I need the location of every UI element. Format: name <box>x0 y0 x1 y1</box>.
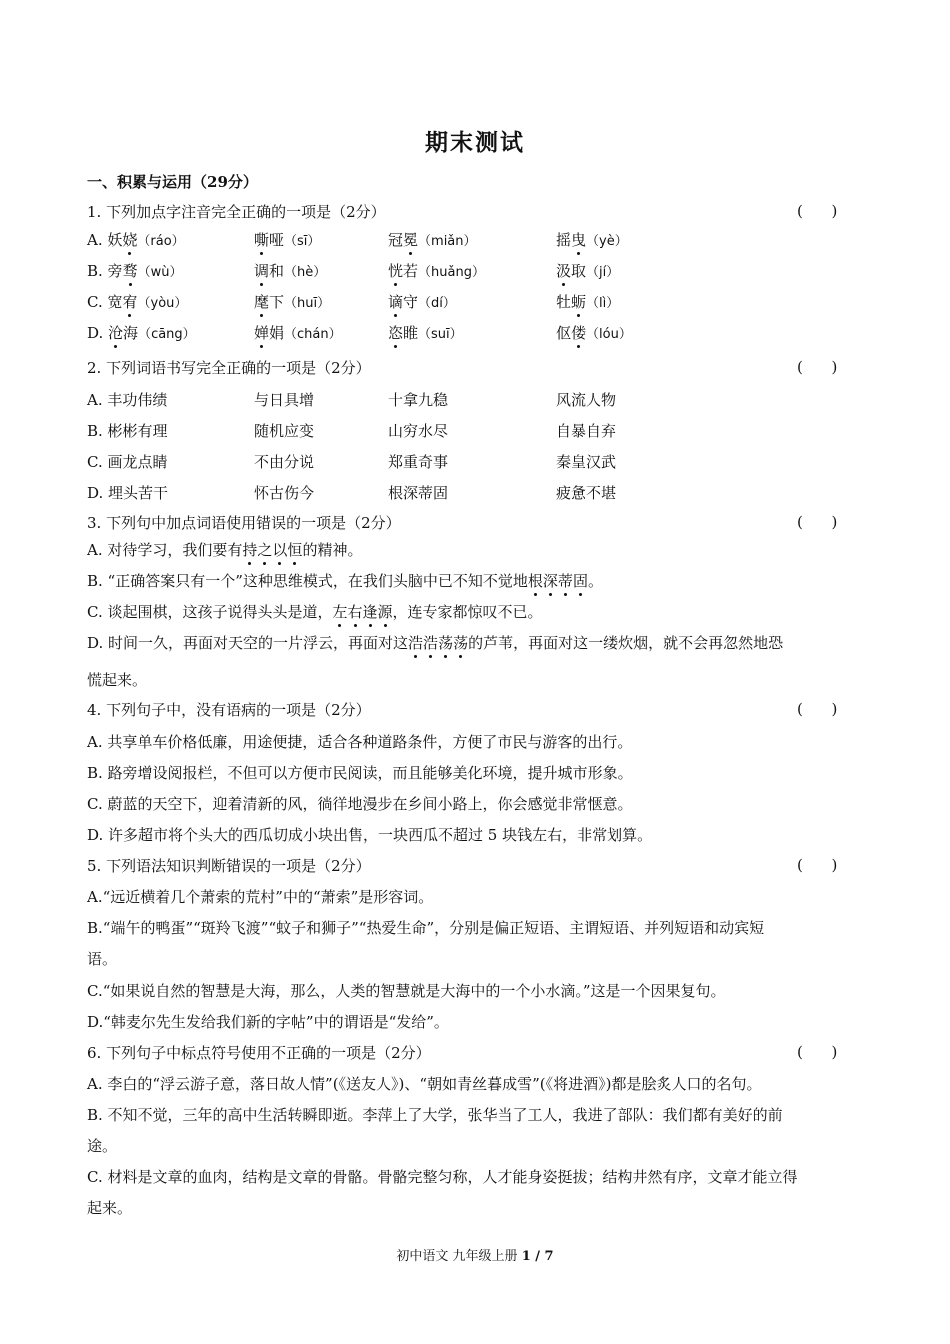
word-text: 伛 <box>556 324 572 342</box>
option-text: 的精神。 <box>302 541 363 559</box>
question-4-option-c: C. 蔚蓝的天空下，迎着清新的风，徜徉地漫步在乡间小路上，你会感觉非常惬意。 <box>87 795 633 813</box>
word-text: 娟 <box>269 324 285 342</box>
option-text: 。 <box>587 572 603 590</box>
q2-option-0-2: 十拿九稳 <box>388 391 449 409</box>
dotted-char: 蛎 <box>571 293 587 311</box>
dotted-char: 偻 <box>571 324 587 342</box>
q1-option-1-1 <box>254 260 326 281</box>
pinyin: （jí） <box>586 265 620 280</box>
word-text: 下 <box>269 293 285 311</box>
pinyin: （chán） <box>284 327 342 342</box>
answer-blank: ( ) <box>797 202 838 220</box>
q1-option-3-3 <box>556 322 632 343</box>
answer-blank: ( ) <box>797 513 838 531</box>
question-5-option-b: B.“端午的鸭蛋”“斑羚飞渡”“蚊子和狮子”“热爱生命”，分别是偏正短语、主谓短语、并列短语和动宾短 <box>87 919 765 937</box>
q2-option-1-3: 自暴自弃 <box>556 422 617 440</box>
dotted-char: 调 <box>254 262 270 280</box>
dotted-char: 恣 <box>388 324 404 342</box>
word-text: 海 <box>123 324 139 342</box>
dotted-char: 恍 <box>388 262 404 280</box>
q1-option-3-1 <box>254 322 342 343</box>
q1-option-1-3 <box>556 260 619 281</box>
option-text: 的芦苇，再面对这一缕炊烟，就不会再忽然地恐 <box>468 634 784 652</box>
q2-option-0-0: A. 丰功伟绩 <box>87 391 168 409</box>
word-text: 若 <box>403 262 419 280</box>
dotted-word: 持之以恒 <box>242 541 303 559</box>
page-number: 1 / 7 <box>521 1249 554 1264</box>
q2-option-2-1: 不由分说 <box>254 453 315 471</box>
dotted-char: 汲 <box>556 262 572 280</box>
question-3-stem: 3. 下列句中加点词语使用错误的一项是（2分） <box>87 514 401 532</box>
question-4-option-d: D. 许多超市将个头大的西瓜切成小块出售，一块西瓜不超过 5 块钱左右，非常划算。 <box>87 826 653 844</box>
answer-blank: ( ) <box>797 1043 838 1061</box>
question-5-stem: 5. 下列语法知识判断错误的一项是（2分） <box>87 857 371 875</box>
q2-option-1-0: B. 彬彬有理 <box>87 422 168 440</box>
question-4-option-b: B. 路旁增设阅报栏，不但可以方便市民阅读，而且能够美化环境，提升城市形象。 <box>87 764 633 782</box>
question-6-option-a: A. 李白的“浮云游子意，落日故人情”(《送友人》)、“朝如青丝暮成雪”(《将进酒》)都是脍炙人口的名句。 <box>87 1075 762 1093</box>
question-5-option-c: C.“如果说自然的智慧是大海，那么，人类的智慧就是大海中的一个小水滴。”这是一个因果复句。 <box>87 982 726 1000</box>
question-3-option-b <box>87 571 867 591</box>
pinyin: （hè） <box>284 265 327 280</box>
dotted-word: 左右逢源 <box>332 603 393 621</box>
q2-option-3-0: D. 埋头苦干 <box>87 484 169 502</box>
word-text: A. 妖 <box>87 231 123 249</box>
option-text: A. 对待学习，我们要有 <box>87 541 243 559</box>
answer-blank: ( ) <box>797 856 838 874</box>
q2-option-3-2: 根深蒂固 <box>388 484 449 502</box>
pinyin: （huī） <box>284 296 331 311</box>
question-3-option-d-cont: 慌起来。 <box>87 671 148 689</box>
q2-option-1-1: 随机应变 <box>254 422 315 440</box>
dotted-word: 浩浩荡荡 <box>408 634 469 652</box>
word-text: 冠 <box>388 231 404 249</box>
q1-option-0-3 <box>556 229 628 250</box>
answer-blank: ( ) <box>797 358 838 376</box>
question-6-stem: 6. 下列句子中标点符号使用不正确的一项是（2分） <box>87 1044 431 1062</box>
dotted-char: 麾 <box>254 293 270 311</box>
question-3-option-a <box>87 540 867 560</box>
question-2-stem: 2. 下列词语书写完全正确的一项是（2分） <box>87 359 371 377</box>
q1-option-1-2 <box>388 260 485 281</box>
pinyin: （ráo） <box>137 234 185 249</box>
section-heading: 一、积累与运用（29分） <box>87 173 258 191</box>
question-3-option-d <box>87 633 867 653</box>
option-text: B. “正确答案只有一个”这种思维模式，在我们头脑中已不知不觉地 <box>87 572 528 590</box>
dotted-char: 曳 <box>571 231 587 249</box>
pinyin: （lì） <box>586 296 620 311</box>
pinyin: （suī） <box>418 327 463 342</box>
q1-option-0-2 <box>388 229 477 250</box>
dotted-char: 娆 <box>122 231 138 249</box>
dotted-char: 冕 <box>403 231 419 249</box>
question-5-option-b-cont: 语。 <box>87 950 118 968</box>
pinyin: （wù） <box>137 265 183 280</box>
question-6-option-b: B. 不知不觉，三年的高中生活转瞬即逝。李萍上了大学，张华当了工人，我进了部队：我们都有美好的前 <box>87 1106 783 1124</box>
question-6-option-c: C. 材料是文章的血肉，结构是文章的骨骼。骨骼完整匀称，人才能身姿挺拔；结构井然有序，文章才能立得 <box>87 1168 798 1186</box>
dotted-char: 谪 <box>388 293 404 311</box>
footer-subject: 初中语文 九年级上册 <box>396 1249 522 1264</box>
dotted-char: 嘶 <box>254 231 270 249</box>
q2-option-3-1: 怀古伤今 <box>254 484 315 502</box>
word-text: 守 <box>403 293 419 311</box>
question-3-option-c <box>87 602 867 622</box>
question-1-stem: 1. 下列加点字注音完全正确的一项是（2分） <box>87 203 386 221</box>
question-5-option-a: A.“远近横着几个萧索的荒村”中的“萧索”是形容词。 <box>87 888 434 906</box>
dotted-char: 婵 <box>254 324 270 342</box>
dotted-char: 宥 <box>122 293 138 311</box>
word-text: 牡 <box>556 293 572 311</box>
option-text: D. 时间一久，再面对天空的一片浮云，再面对这 <box>87 634 409 652</box>
pinyin: （sī） <box>284 234 321 249</box>
q2-option-2-3: 秦皇汉武 <box>556 453 617 471</box>
question-4-stem: 4. 下列句子中，没有语病的一项是（2分） <box>87 701 371 719</box>
question-4-option-a: A. 共享单车价格低廉，用途便捷，适合各种道路条件，方便了市民与游客的出行。 <box>87 733 633 751</box>
q2-option-3-3: 疲惫不堪 <box>556 484 617 502</box>
q2-option-0-3: 风流人物 <box>556 391 617 409</box>
answer-blank: ( ) <box>797 700 838 718</box>
q1-option-2-1 <box>254 291 330 312</box>
pinyin: （lóu） <box>586 327 632 342</box>
q1-option-3-2 <box>388 322 463 343</box>
dotted-char: 骛 <box>122 262 138 280</box>
word-text: 哑 <box>269 231 285 249</box>
q1-option-2-0 <box>87 291 187 312</box>
word-text: C. 宽 <box>87 293 123 311</box>
q1-option-2-2 <box>388 291 456 312</box>
q1-option-0-0 <box>87 229 185 250</box>
q2-option-1-2: 山穷水尽 <box>388 422 449 440</box>
option-text: C. 谈起围棋，这孩子说得头头是道， <box>87 603 333 621</box>
pinyin: （cāng） <box>138 327 196 342</box>
q2-option-2-0: C. 画龙点睛 <box>87 453 168 471</box>
q1-option-3-0 <box>87 322 196 343</box>
q1-option-1-0 <box>87 260 182 281</box>
word-text: D. <box>87 324 109 342</box>
word-text: 摇 <box>556 231 572 249</box>
word-text: 和 <box>269 262 285 280</box>
word-text: 取 <box>571 262 587 280</box>
dotted-char: 沧 <box>108 324 124 342</box>
word-text: 睢 <box>403 324 419 342</box>
q1-option-2-3 <box>556 291 619 312</box>
q2-option-0-1: 与日具增 <box>254 391 315 409</box>
pinyin: （huǎng） <box>418 265 485 280</box>
pinyin: （yòu） <box>137 296 188 311</box>
dotted-word: 根深蒂固 <box>527 572 588 590</box>
question-6-option-c-cont: 起来。 <box>87 1199 133 1217</box>
page-footer <box>0 1245 950 1264</box>
option-text: ，连专家都惊叹不已。 <box>392 603 543 621</box>
question-6-option-b-cont: 途。 <box>87 1137 118 1155</box>
q2-option-2-2: 郑重奇事 <box>388 453 449 471</box>
q1-option-0-1 <box>254 229 320 250</box>
pinyin: （yè） <box>586 234 628 249</box>
page-title: 期末测试 <box>425 129 525 156</box>
question-5-option-d: D.“韩麦尔先生发给我们新的字帖”中的谓语是“发给”。 <box>87 1013 449 1031</box>
word-text: B. 旁 <box>87 262 123 280</box>
pinyin: （dí） <box>418 296 456 311</box>
pinyin: （miǎn） <box>418 234 477 249</box>
